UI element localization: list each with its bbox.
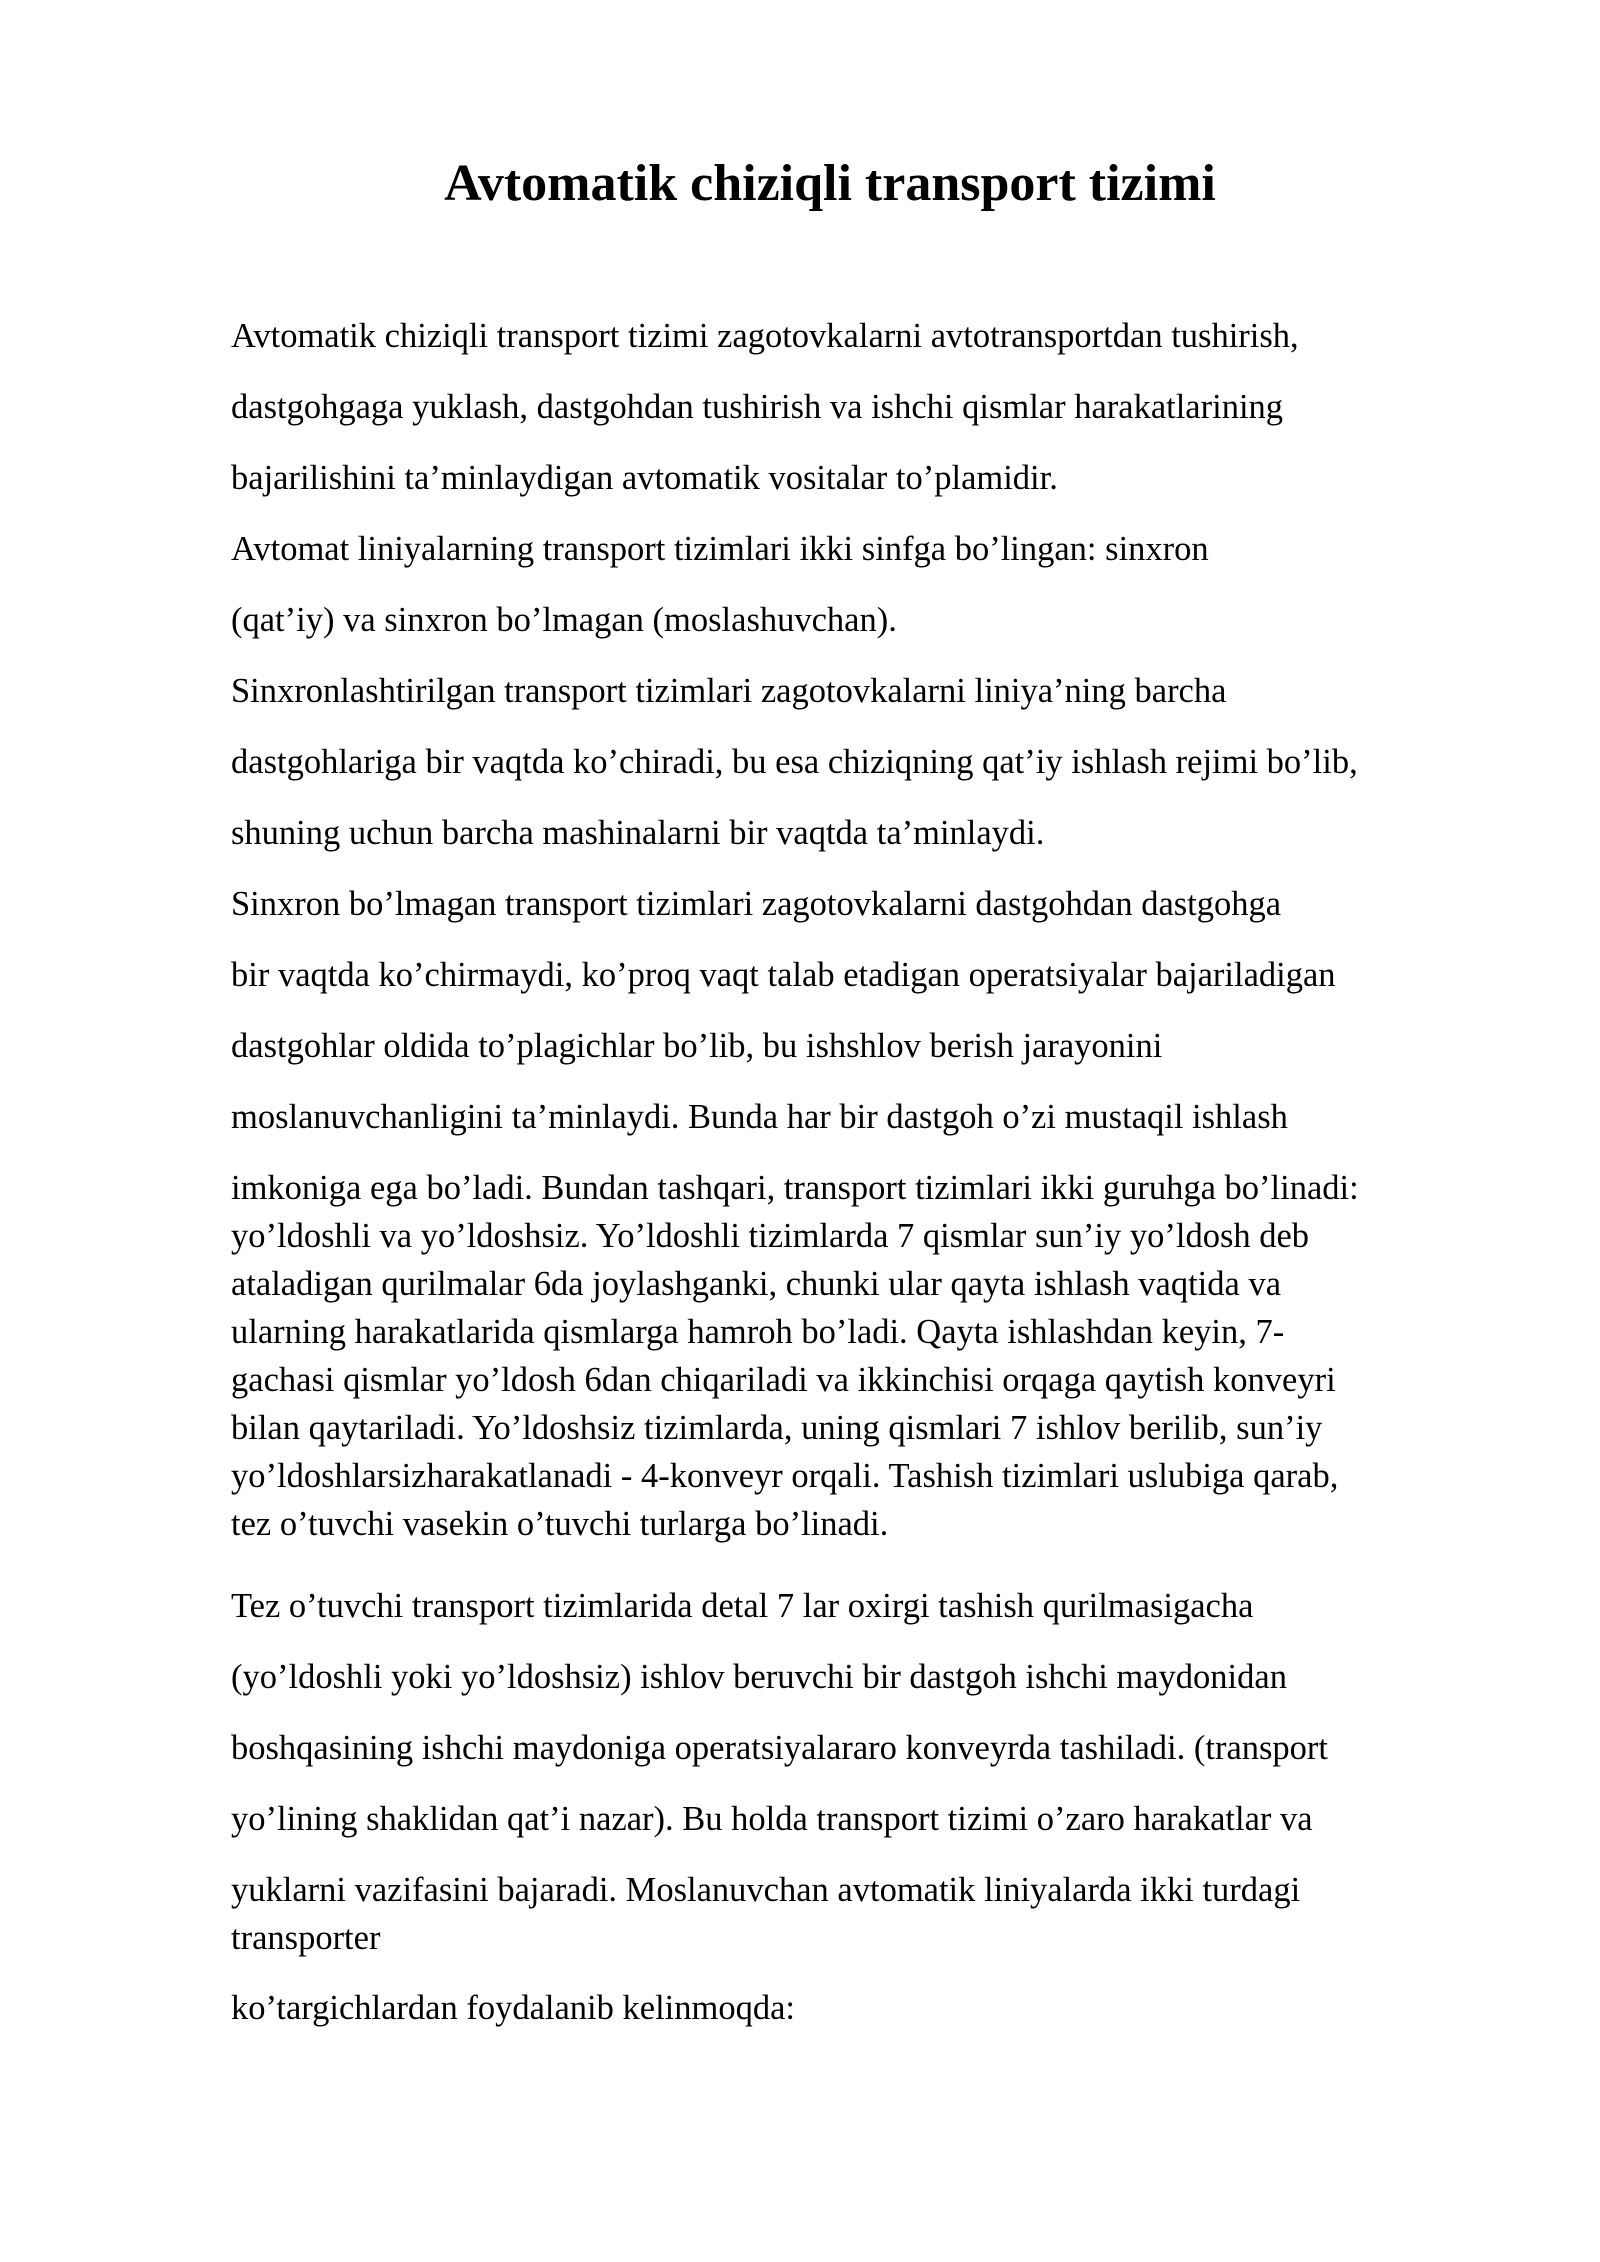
text-line: tez o’tuvchi vasekin o’tuvchi turlarga bo’linadi.	[231, 1505, 889, 1543]
text-line: ataladigan qurilmalar 6da joylashganki, chunki ular qayta ishlash vaqtida va	[231, 1265, 1282, 1303]
document-title: Avtomatik chiziqli transport tizimi	[444, 155, 1216, 212]
text-line: dastgohlar oldida to’plagichlar bo’lib, bu ishshlov berish jarayonini	[231, 1027, 1163, 1065]
text-line: boshqasining ishchi maydoniga operatsiyalararo konveyrda tashiladi. (transport	[231, 1729, 1329, 1767]
text-line: Sinxron bo’lmagan transport tizimlari zagotovkalarni dastgohdan dastgohga	[231, 885, 1282, 923]
text-line: ko’targichlardan foydalanib kelinmoqda:	[231, 1989, 795, 2027]
text-line: bajarilishini ta’minlaydigan avtomatik vositalar to’plamidir.	[231, 459, 1058, 497]
text-line: Avtomat liniyalarning transport tizimlari ikki sinfga bo’lingan: sinxron	[231, 530, 1209, 568]
text-line: bir vaqtda ko’chirmaydi, ko’proq vaqt talab etadigan operatsiyalar bajariladigan	[231, 956, 1336, 994]
text-line: yo’ldoshlarsizharakatlanadi - 4-konveyr orqali. Tashish tizimlari uslubiga qarab,	[231, 1457, 1339, 1495]
text-line: Avtomatik chiziqli transport tizimi zagotovkalarni avtotransportdan tushirish,	[231, 317, 1299, 355]
text-line: transporter	[231, 1919, 381, 1957]
text-line: Tez o’tuvchi transport tizimlarida detal 7 lar oxirgi tashish qurilmasigacha	[231, 1587, 1254, 1625]
text-line: moslanuvchanligini ta’minlaydi. Bunda har bir dastgoh o’zi mustaqil ishlash	[231, 1098, 1288, 1136]
text-line: yo’lining shaklidan qat’i nazar). Bu holda transport tizimi o’zaro harakatlar va	[231, 1800, 1313, 1838]
text-line: dastgohlariga bir vaqtda ko’chiradi, bu esa chiziqning qat’iy ishlash rejimi bo’lib,	[231, 743, 1358, 781]
text-line: (yo’ldoshli yoki yo’ldoshsiz) ishlov beruvchi bir dastgoh ishchi maydonidan	[231, 1658, 1287, 1696]
text-line: ularning harakatlarida qismlarga hamroh bo’ladi. Qayta ishlashdan keyin, 7-	[231, 1313, 1285, 1351]
text-line: (qat’iy) va sinxron bo’lmagan (moslashuvchan).	[231, 601, 897, 639]
text-line: yuklarni vazifasini bajaradi. Moslanuvchan avtomatik liniyalarda ikki turdagi	[231, 1871, 1301, 1909]
text-line: imkoniga ega bo’ladi. Bundan tashqari, transport tizimlari ikki guruhga bo’linadi:	[231, 1169, 1359, 1207]
text-line: gachasi qismlar yo’ldosh 6dan chiqariladi va ikkinchisi orqaga qaytish konveyri	[231, 1361, 1336, 1399]
text-line: bilan qaytariladi. Yo’ldoshsiz tizimlarda, uning qismlari 7 ishlov berilib, sun’iy	[231, 1409, 1323, 1447]
text-line: shuning uchun barcha mashinalarni bir vaqtda ta’minlaydi.	[231, 814, 1045, 852]
text-line: dastgohgaga yuklash, dastgohdan tushirish va ishchi qismlar harakatlarining	[231, 388, 1284, 426]
text-line: Sinxronlashtirilgan transport tizimlari zagotovkalarni liniya’ning barcha	[231, 672, 1227, 710]
text-line: yo’ldoshli va yo’ldoshsiz. Yo’ldoshli tizimlarda 7 qismlar sun’iy yo’ldosh deb	[231, 1217, 1310, 1255]
